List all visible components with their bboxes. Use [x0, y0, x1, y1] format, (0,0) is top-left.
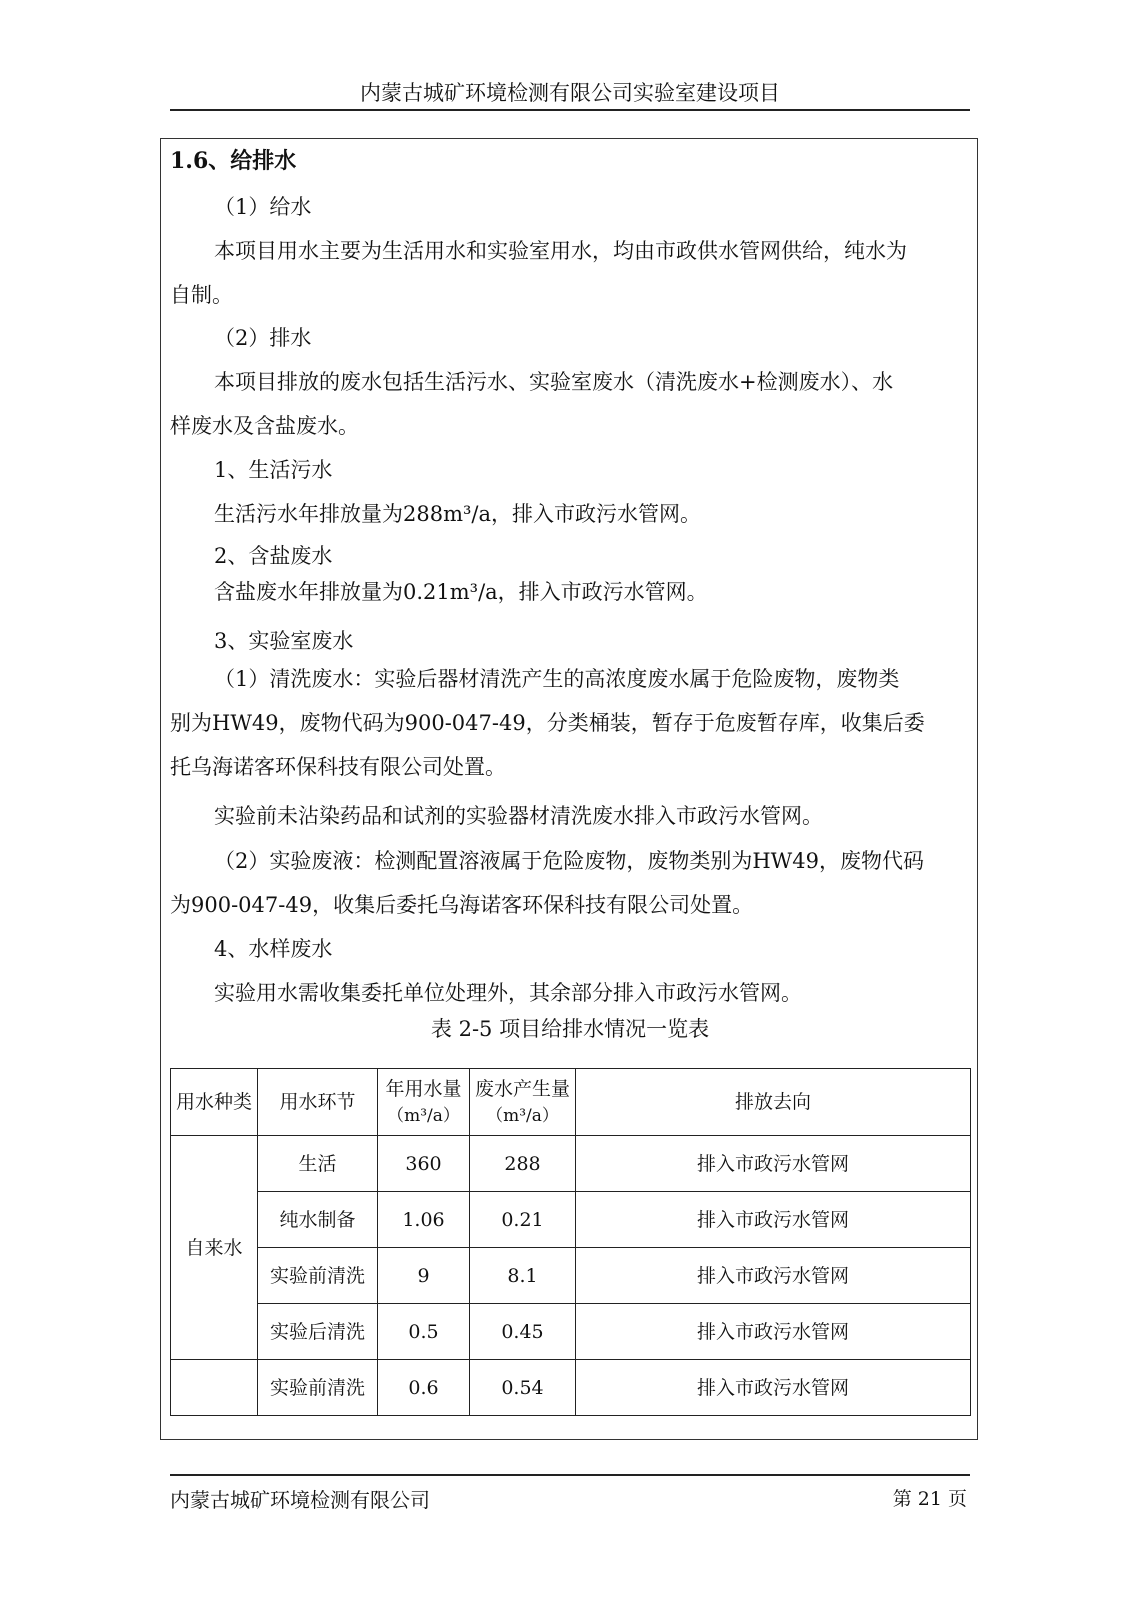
table-header-row	[171, 1069, 971, 1136]
cell-stage: 实验后清洗	[258, 1304, 378, 1360]
cell-use: 9	[378, 1248, 470, 1304]
header-wastewater-label: 废水产生量	[474, 1077, 570, 1100]
cell-use: 0.5	[378, 1304, 470, 1360]
cell-waste: 0.45	[470, 1304, 576, 1360]
cell-waste: 288	[470, 1136, 576, 1192]
cell-use: 1.06	[378, 1192, 470, 1248]
footer-divider	[170, 1474, 970, 1476]
lab-paragraph-line-6: 为900-047-49，收集后委托乌海诺客环保科技有限公司处置。	[170, 893, 754, 917]
header-annual-use	[378, 1069, 470, 1136]
header-water-stage: 用水环节	[258, 1069, 378, 1136]
table-row	[171, 1192, 971, 1248]
cell-waste: 0.21	[470, 1192, 576, 1248]
table-row	[171, 1304, 971, 1360]
lab-paragraph-line-4: 实验前未沾染药品和试剂的实验器材清洗废水排入市政污水管网。	[214, 804, 823, 828]
header-annual-use-label: 年用水量	[385, 1077, 462, 1100]
cell-use: 0.6	[378, 1360, 470, 1416]
header-divider	[170, 109, 970, 111]
supply-heading: （1）给水	[214, 195, 312, 219]
cell-destination: 排入市政污水管网	[576, 1192, 971, 1248]
cell-stage: 纯水制备	[258, 1192, 378, 1248]
cell-stage: 生活	[258, 1136, 378, 1192]
header-annual-use-unit: （m³/a）	[387, 1105, 460, 1126]
table-caption: 表 2-5 项目给排水情况一览表	[430, 1017, 710, 1041]
supply-paragraph-line-1: 本项目用水主要为生活用水和实验室用水，均由市政供水管网供给，纯水为	[214, 239, 907, 263]
saline-text: 含盐废水年排放量为0.21m³/a，排入市政污水管网。	[214, 580, 708, 604]
lab-paragraph-line-3: 托乌海诺客环保科技有限公司处置。	[170, 755, 506, 779]
cell-waste: 8.1	[470, 1248, 576, 1304]
table-row	[171, 1360, 971, 1416]
sample-text: 实验用水需收集委托单位处理外，其余部分排入市政污水管网。	[214, 981, 802, 1005]
page-header-title: 内蒙古城矿环境检测有限公司实验室建设项目	[360, 81, 780, 105]
drain-heading: （2）排水	[214, 326, 312, 350]
section-heading: 1.6、给排水	[170, 148, 297, 174]
cell-destination: 排入市政污水管网	[576, 1360, 971, 1416]
lab-paragraph-line-5: （2）实验废液：检测配置溶液属于危险废物，废物类别为HW49，废物代码	[214, 849, 924, 873]
drain-paragraph-line-2: 样废水及含盐废水。	[170, 414, 359, 438]
cell-destination: 排入市政污水管网	[576, 1248, 971, 1304]
cell-destination: 排入市政污水管网	[576, 1304, 971, 1360]
footer-page-number: 第 21 页	[892, 1488, 967, 1510]
lab-heading: 3、实验室废水	[214, 629, 354, 653]
table-row	[171, 1248, 971, 1304]
cell-empty-type	[171, 1360, 258, 1416]
group-label-tap-water: 自来水	[171, 1136, 258, 1360]
domestic-heading: 1、生活污水	[214, 458, 333, 482]
water-balance-table	[170, 1068, 971, 1416]
saline-heading: 2、含盐废水	[214, 544, 333, 568]
header-wastewater	[470, 1069, 576, 1136]
lab-paragraph-line-1: （1）清洗废水：实验后器材清洗产生的高浓度废水属于危险废物，废物类	[214, 667, 900, 691]
lab-paragraph-line-2: 别为HW49，废物代码为900-047-49，分类桶装，暂存于危废暂存库，收集后委	[170, 711, 925, 735]
table-row	[171, 1136, 971, 1192]
drain-paragraph-line-1: 本项目排放的废水包括生活污水、实验室废水（清洗废水+检测废水）、水	[214, 370, 894, 394]
cell-waste: 0.54	[470, 1360, 576, 1416]
footer-company: 内蒙古城矿环境检测有限公司	[170, 1488, 430, 1512]
cell-use: 360	[378, 1136, 470, 1192]
cell-stage: 实验前清洗	[258, 1248, 378, 1304]
supply-paragraph-line-2: 自制。	[170, 283, 233, 307]
sample-heading: 4、水样废水	[214, 937, 333, 961]
header-water-type: 用水种类	[171, 1069, 258, 1136]
domestic-text: 生活污水年排放量为288m³/a，排入市政污水管网。	[214, 502, 702, 526]
cell-stage: 实验前清洗	[258, 1360, 378, 1416]
header-destination: 排放去向	[576, 1069, 971, 1136]
header-wastewater-unit: （m³/a）	[486, 1105, 559, 1126]
cell-destination: 排入市政污水管网	[576, 1136, 971, 1192]
